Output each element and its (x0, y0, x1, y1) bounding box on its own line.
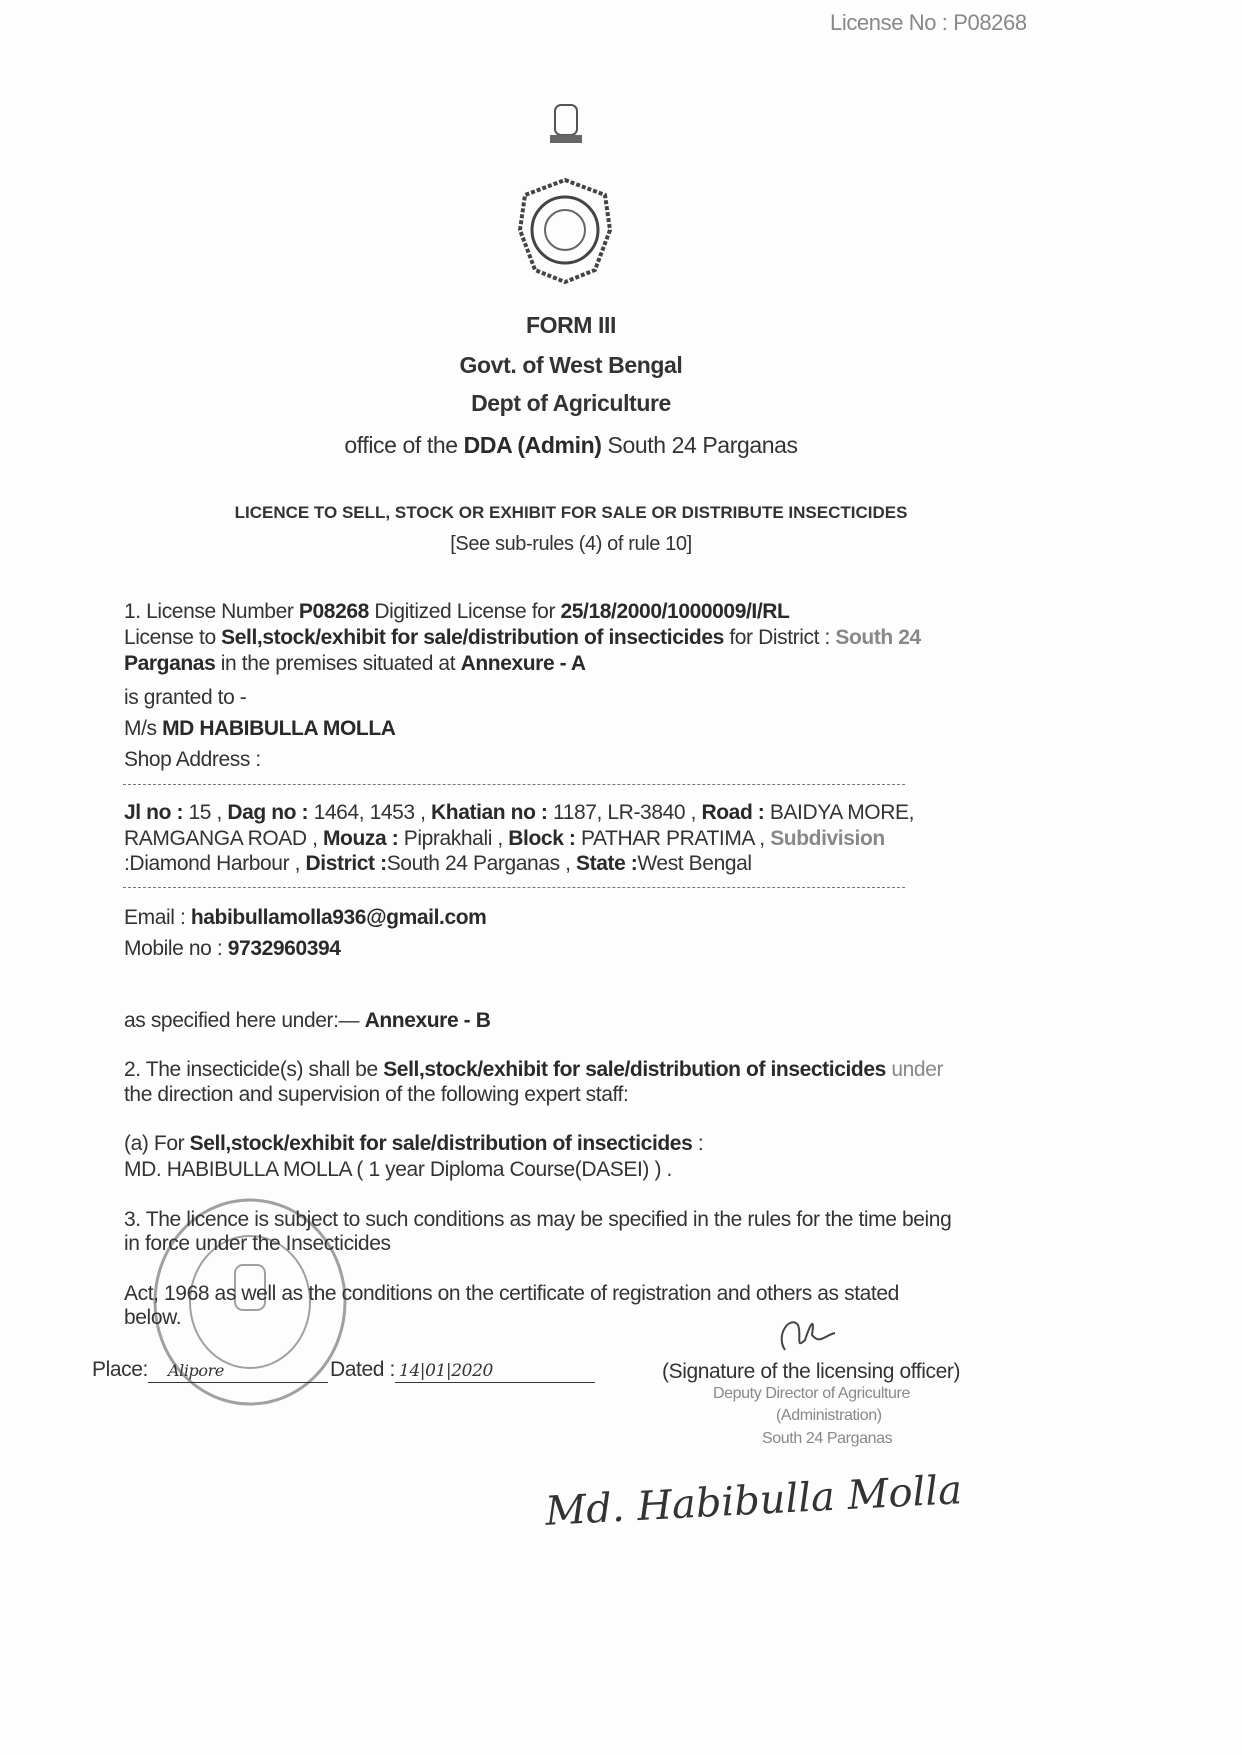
govt-title: Govt. of West Bengal (459, 352, 683, 378)
license-no-header: License No : P08268 (830, 10, 1027, 35)
specified-under: as specified here under:— Annexure - B (124, 1009, 491, 1032)
para2-line2: the direction and supervision of the following expert staff: (124, 1083, 629, 1106)
dept-title: Dept of Agriculture (471, 390, 671, 416)
officer-title-2: (Administration) (776, 1407, 882, 1424)
para2a-staff: MD. HABIBULLA MOLLA ( 1 year Diploma Course(DASEI) ) . (124, 1158, 672, 1181)
office-title: office of the DDA (Admin) South 24 Parganas (344, 432, 798, 458)
state-emblem-icon (515, 100, 615, 290)
shop-address-label: Shop Address : (124, 748, 261, 771)
email: Email : habibullamolla936@gmail.com (124, 906, 487, 929)
form-title: FORM III (525, 312, 617, 338)
sub-rules: [See sub-rules (4) of rule 10] (450, 533, 692, 555)
officer-title-1: Deputy Director of Agriculture (713, 1385, 910, 1402)
para3-line2: in force under the Insecticides (124, 1232, 391, 1255)
para2a-line1: (a) For Sell,stock/exhibit for sale/distribution of insecticides : (124, 1132, 704, 1155)
granted-to: is granted to - (124, 686, 247, 709)
address-line3: :Diamond Harbour , District :South 24 Parganas , State :West Bengal (124, 852, 752, 875)
para1-line2: License to Sell,stock/exhibit for sale/distribution of insecticides for District : South 24 (124, 626, 921, 649)
licensee-handwritten-signature: Md. Habibulla Molla (544, 1467, 964, 1535)
address-line2: RAMGANGA ROAD , Mouza : Piprakhali , Block : PATHAR PRATIMA , Subdivision (124, 827, 885, 850)
para3-line4: below. (124, 1306, 182, 1329)
dated-field: Dated : 14|01|2020 (330, 1358, 595, 1383)
licensee-name: M/s MD HABIBULLA MOLLA (124, 717, 396, 740)
officer-title-3: South 24 Parganas (762, 1430, 893, 1447)
signature-label: (Signature of the licensing officer) (662, 1360, 961, 1383)
para1-line3: Parganas in the premises situated at Annexure - A (124, 652, 586, 675)
mobile: Mobile no : 9732960394 (124, 937, 341, 960)
divider (123, 887, 905, 888)
para3-line1: 3. The licence is subject to such conditions as may be specified in the rules for the time being (124, 1208, 952, 1231)
para2-line1: 2. The insecticide(s) shall be Sell,stock/exhibit for sale/distribution of insecticides under (124, 1058, 944, 1081)
para1-line1: 1. License Number P08268 Digitized License for 25/18/2000/1000009/I/RL (124, 600, 790, 623)
officer-signature (770, 1305, 840, 1360)
address-line1: Jl no : 15 , Dag no : 1464, 1453 , Khatian no : 1187, LR-3840 , Road : BAIDYA MORE, (124, 801, 915, 824)
divider (123, 784, 905, 785)
place-field: Place: Alipore (92, 1358, 328, 1383)
licence-heading: LICENCE TO SELL, STOCK OR EXHIBIT FOR SALE OR DISTRIBUTE INSECTICIDES (234, 503, 908, 522)
para3-line3: Act, 1968 as well as the conditions on the certificate of registration and others as stated (124, 1282, 899, 1305)
